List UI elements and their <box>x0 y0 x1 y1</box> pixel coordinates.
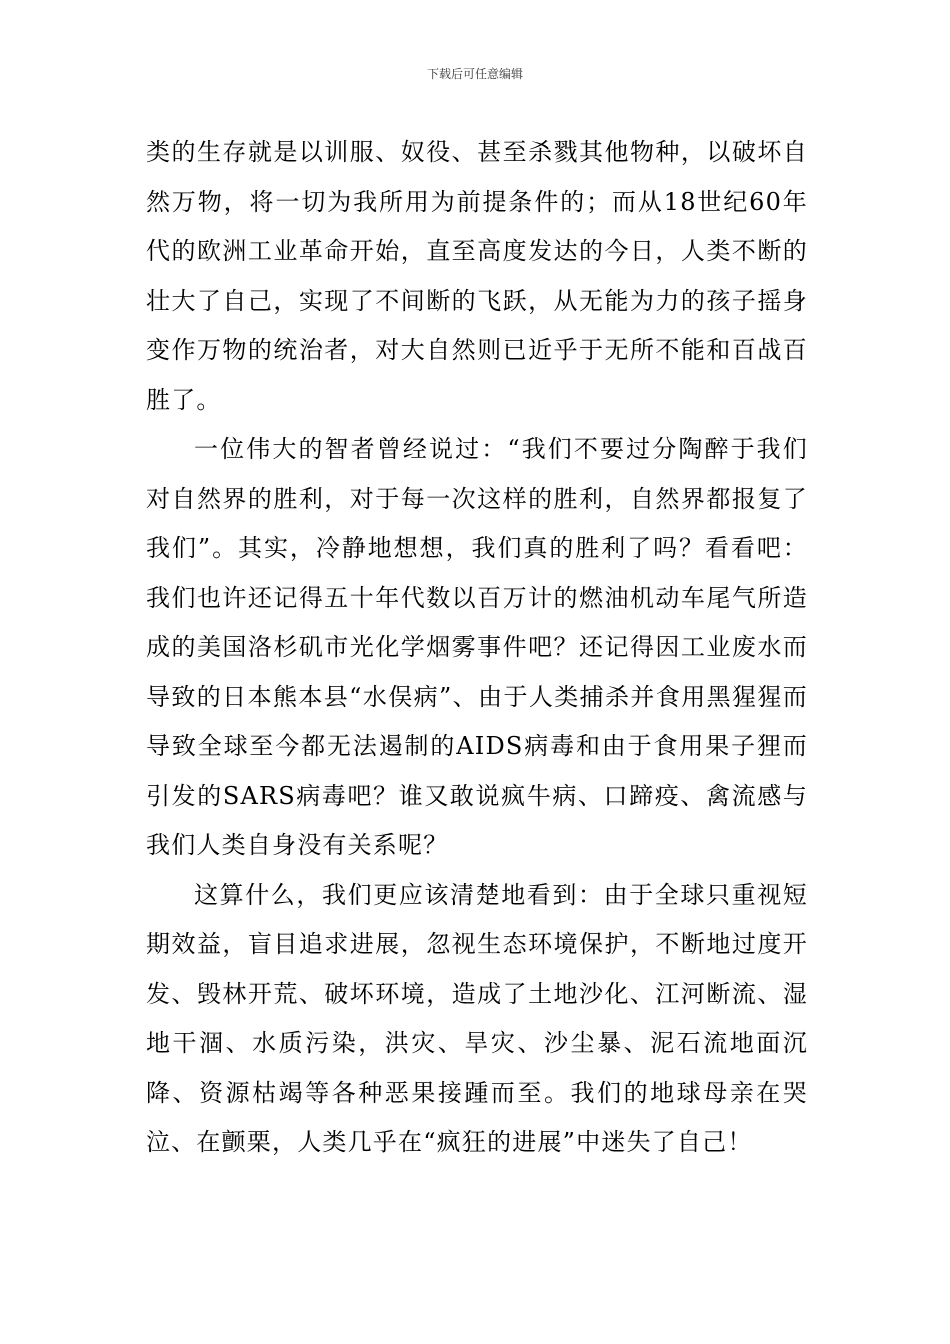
page-header-note: 下载后可任意编辑 <box>426 67 523 81</box>
paragraph-2: 一位伟大的智者曾经说过：“我们不要过分陶醉于我们对自然界的胜利，对于每一次这样的胜利，自然界都报复了我们”。其实，冷静地想想，我们真的胜利了吗？看看吧：我们也许还记得五十年代数以百万计的燃油机动车尾气所造成的美国洛杉矶市光化学烟雾事件吧？还记得因工业废水而导致的日本熊本县“水俣病”、由于人类捕杀并食用黑猩猩而导致全球至今都无法遏制的AIDS病毒和由于食用果子狸而引发的SARS病毒吧？谁又敢说疯牛病、口蹄疫、禽流感与我们人类自身没有关系呢？ <box>146 435 808 859</box>
paragraph-3: 这算什么，我们更应该清楚地看到：由于全球只重视短期效益，盲目追求进展，忽视生态环境保护，不断地过度开发、毁林开荒、破坏环境，造成了土地沙化、江河断流、湿地干涸、水质污染，洪灾、旱灾、沙尘暴、泥石流地面沉降、资源枯竭等各种恶果接踵而至。我们的地球母亲在哭泣、在颤栗，人类几乎在“疯狂的进展”中迷失了自己！ <box>146 880 808 1156</box>
document-body <box>146 128 808 1168</box>
paragraph-1: 类的生存就是以训服、奴役、甚至杀戮其他物种，以破坏自然万物，将一切为我所用为前提条件的；而从18世纪60年代的欧洲工业革命开始，直至高度发达的今日，人类不断的壮大了自己，实现了不间断的飞跃，从无能为力的孩子摇身变作万物的统治者，对大自然则已近乎于无所不能和百战百胜了。 <box>146 138 808 414</box>
